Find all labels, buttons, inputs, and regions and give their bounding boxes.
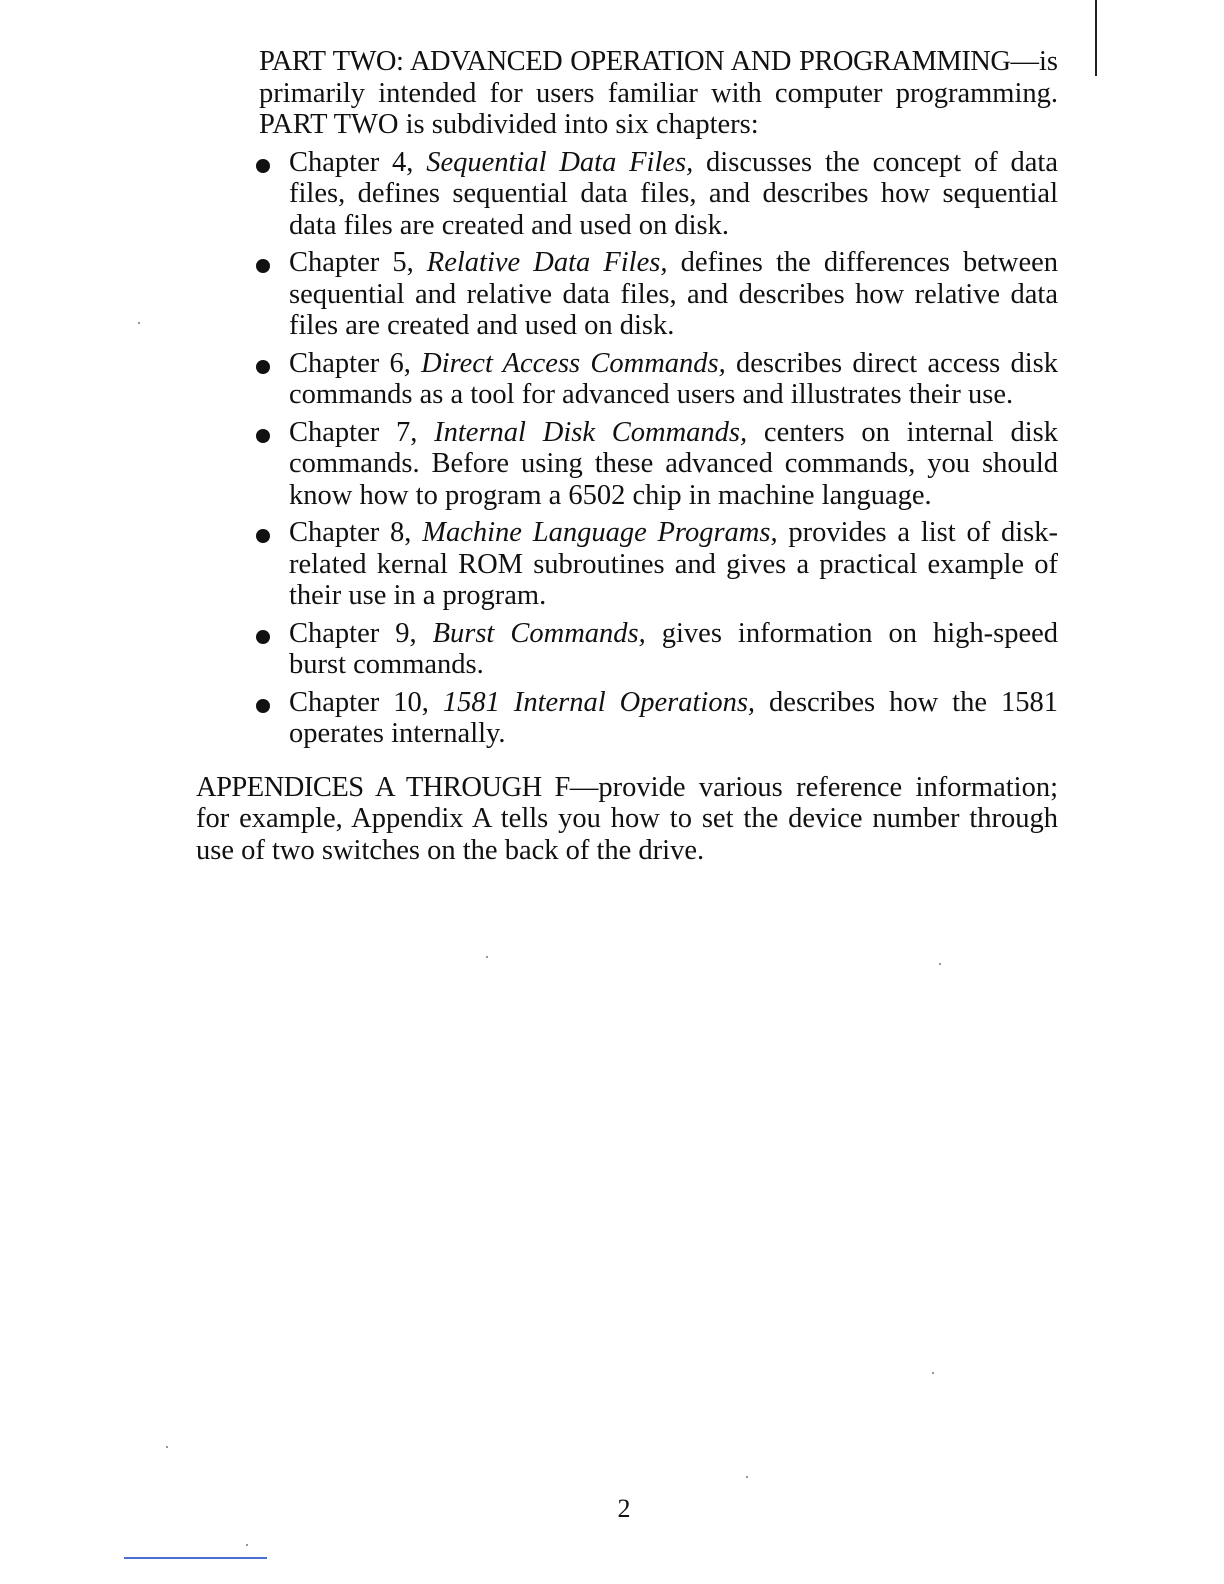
scan-speck [246,1544,248,1546]
chapter-item-10 [196,687,1058,750]
scan-speck [486,956,488,958]
chapter-list [196,147,1058,750]
chapter-prefix: Chapter 10, [289,686,443,718]
chapter-prefix: Chapter 6, [289,347,422,379]
bullet-icon [256,159,270,173]
chapter-item-9 [196,618,1058,681]
bullet-icon [256,630,270,644]
chapter-prefix: Chapter 4, [289,146,427,178]
chapter-description: provides a list of disk-related kernal ROM subroutines and gives a practical example of their use in a program. [289,517,1059,611]
scan-speck [138,322,140,324]
chapter-description: discusses the concept of data files, defines sequential data files, and describes how sequential data files are created and used on disk. [289,146,1059,241]
part-two-intro [259,46,1058,141]
page-number: 2 [617,1494,631,1523]
chapter-description: describes direct access disk commands as a tool for advanced users and illustrates their use. [289,347,1058,410]
bullet-icon [256,360,270,374]
scan-speck [939,963,941,965]
scan-speck [746,1476,748,1478]
chapter-title: Machine Language Programs, [422,517,778,548]
appendices-paragraph [196,772,1058,867]
chapter-title: Sequential Data Files, [426,146,694,178]
chapter-item-6 [196,348,1058,411]
chapter-description: describes how the 1581 operates internally. [289,686,1058,749]
chapter-description: centers on internal disk commands. Before using these advanced commands, you should know how to program a 6502 chip in machine language. [289,416,1058,511]
chapter-title: Direct Access Commands, [421,347,726,379]
chapter-title: Burst Commands, [432,617,646,649]
bullet-icon [256,259,270,273]
bullet-icon [256,699,270,713]
page-edge-mark [1095,0,1097,76]
bullet-icon [256,529,270,543]
scan-speck [166,1446,168,1448]
scan-speck [932,1372,934,1374]
appendices-description: —provide various reference information; for example, Appendix A tells you how to set the device number through use of two switches on the back of the drive. [196,771,1058,866]
page-body [196,46,1058,866]
chapter-prefix: Chapter 7, [289,416,435,448]
chapter-item-8 [196,517,1058,612]
chapter-title: 1581 Internal Operations, [442,686,756,718]
footer-rule [124,1557,267,1559]
chapter-item-4 [196,147,1058,242]
appendices-heading: APPENDICES A THROUGH F [196,771,570,803]
part-two-heading: PART TWO: ADVANCED OPERATION AND PROGRAMMING [259,46,1011,77]
chapter-title: Internal Disk Commands, [434,416,748,448]
chapter-prefix: Chapter 8, [289,517,423,548]
part-two-description: —is primarily intended for users familiar with computer programming. PART TWO is subdivided into six chapters: [259,46,1058,140]
bullet-icon [256,429,270,443]
chapter-item-7 [196,417,1058,512]
chapter-item-5 [196,247,1058,342]
chapter-description: gives information on high-speed burst commands. [289,617,1059,680]
chapter-prefix: Chapter 9, [289,617,433,649]
chapter-prefix: Chapter 5, [289,247,427,278]
chapter-description: defines the differences between sequential and relative data files, and describes how relative data files are created and used on disk. [289,247,1058,341]
chapter-title: Relative Data Files, [426,247,668,278]
